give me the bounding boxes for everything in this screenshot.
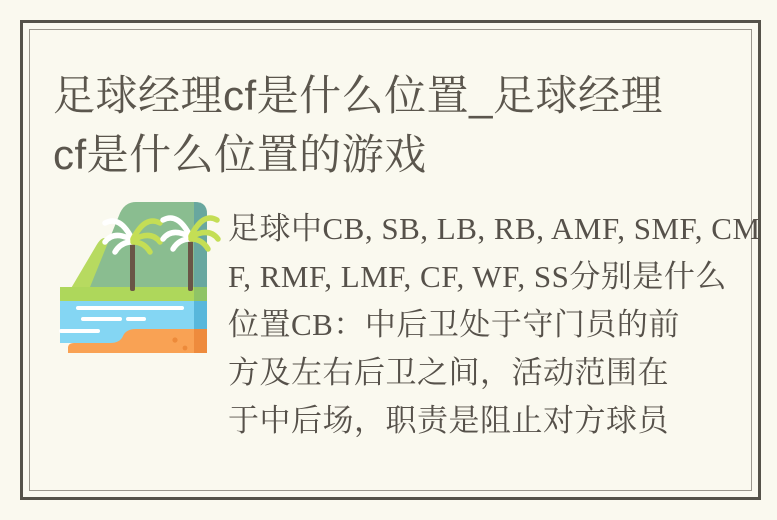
sand-dot — [183, 346, 188, 351]
body-line-2: F, RMF, LMF, CF, WF, SS分别是什么 — [228, 259, 727, 294]
page-title — [53, 66, 663, 184]
card-outer-frame — [20, 20, 761, 500]
shore-strip-shadow — [194, 287, 207, 301]
sand-dot — [172, 337, 177, 342]
sand-shadow-edge — [194, 329, 207, 353]
body-line-4: 方及左右后卫之间，活动范围在 — [228, 355, 669, 390]
body-line-1: 足球中CB, SB, LB, RB, AMF, SMF, CM — [228, 211, 761, 246]
title-line-2: cf是什么位置的游戏 — [53, 131, 427, 178]
article-body — [228, 205, 761, 445]
card-inner-frame — [29, 29, 761, 491]
body-line-3: 位置CB：中后卫处于守门员的前 — [228, 307, 680, 342]
body-line-5: 于中后场，职责是阻止对方球员 — [228, 403, 669, 438]
title-line-1: 足球经理cf是什么位置_足球经理 — [53, 72, 664, 119]
beach-illustration — [60, 190, 228, 357]
